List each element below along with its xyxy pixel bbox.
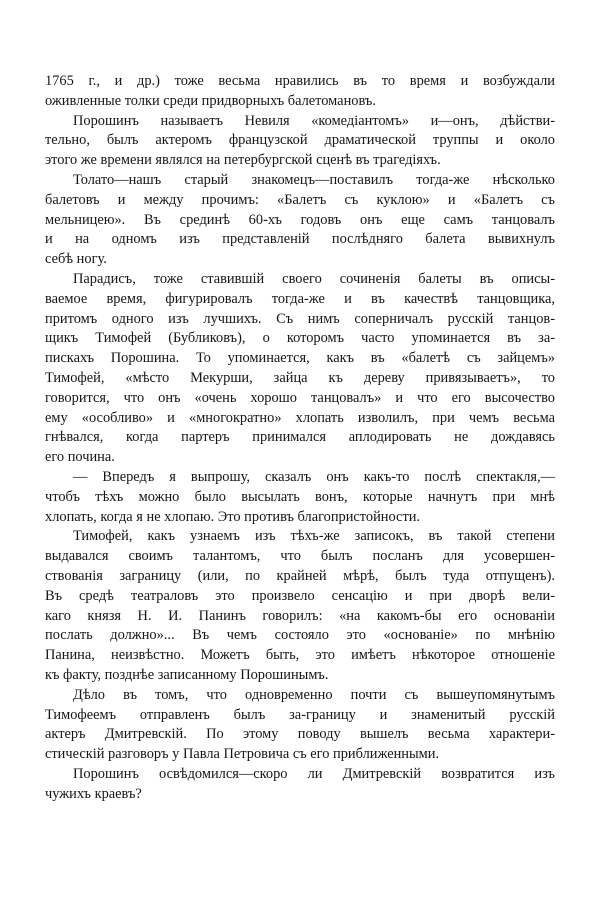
text-line: Дѣло въ томъ, что одновременно почти съ вышеупомянутымъ — [73, 686, 555, 703]
text-line: балетовъ и между прочимъ: «Балетъ съ куклою» и «Балетъ съ — [45, 191, 555, 208]
text-line: Парадисъ, тоже ставившій своего сочиненія балеты въ описы- — [73, 270, 555, 287]
text-line: Толато—нашъ старый знакомецъ—поставилъ тогда-же нѣсколько — [73, 171, 555, 188]
text-line: его почина. — [45, 449, 115, 466]
text-line: хлопать, когда я не хлопаю. Это противъ благопристойности. — [45, 508, 421, 525]
paragraph-6 — [45, 527, 555, 685]
text-line: этого же времени являлся на петербургской сценѣ въ трагедіяхъ. — [45, 152, 441, 169]
text-line: говорится, что онъ «очень хорошо танцовалъ» и что его высочество — [45, 389, 555, 406]
text-line: — Впередъ я выпрошу, сказалъ онъ какъ-то послѣ спектакля,— — [73, 468, 555, 485]
text-line: чужихъ краевъ? — [45, 785, 142, 802]
text-line: оживленные толки среди придворныхъ балетомановъ. — [45, 92, 376, 109]
text-line: Тимофей, «мѣсто Мекурши, зайца къ дереву привязываетъ», то — [45, 369, 555, 386]
paragraph-8 — [45, 765, 555, 805]
text-line: Порошинъ называетъ Невиля «комедіантомъ» и—онъ, дѣйстви- — [73, 112, 555, 129]
text-line: пискахъ Порошина. То упоминается, какъ въ «балетѣ съ зайцемъ» — [45, 350, 555, 367]
text-line: себѣ ногу. — [45, 251, 107, 268]
text-line: тельно, былъ актеромъ французской драматической труппы и около — [45, 132, 555, 149]
text-line: щикъ Тимофей (Бубликовъ), о которомъ часто упоминается въ за- — [45, 330, 555, 347]
paragraph-4 — [45, 270, 555, 468]
paragraph-3 — [45, 171, 555, 270]
text-line: выдавался своимъ талантомъ, что былъ посланъ для усовершен- — [45, 548, 555, 565]
text-line: ваемое время, фигурировалъ тогда-же и въ качествѣ танцовщика, — [45, 290, 555, 307]
text-line: ему «особливо» и «многократно» хлопать изволилъ, при чемъ весьма — [45, 409, 555, 426]
text-line: Тимофей, какъ узнаемъ изъ тѣхъ-же записокъ, въ такой степени — [73, 528, 555, 545]
text-line: притомъ одного изъ лучшихъ. Съ нимъ соперничалъ русскій танцов- — [45, 310, 555, 327]
text-line: каго князя Н. И. Панинъ говорилъ: «на какомъ-бы его основаніи — [45, 607, 555, 624]
page-body — [45, 72, 555, 804]
text-line: ствованія заграницу (или, по крайней мѣрѣ, былъ туда отпущенъ). — [45, 567, 555, 584]
text-line: и на одномъ изъ представленій послѣдняго балета вывихнулъ — [45, 231, 555, 248]
paragraph-1 — [45, 72, 555, 112]
text-line: чтобъ тѣхъ можно было высылать вонъ, которые начнутъ при мнѣ — [45, 488, 555, 505]
text-line: Тимофеемъ отправленъ былъ за-границу и знаменитый русскій — [45, 706, 555, 723]
text-line: мельницею». Въ срединѣ 60-хъ годовъ онъ еще самъ танцовалъ — [45, 211, 555, 228]
text-line: актеръ Дмитревскій. По этому поводу вышелъ весьма характери- — [45, 726, 555, 743]
text-line: послать должно»... Въ чемъ состояло это «основаніе» по мнѣнію — [45, 627, 555, 644]
text-line: Панина, неизвѣстно. Можетъ быть, это имѣетъ нѣкоторое отношеніе — [45, 647, 555, 664]
text-line: стическій разговоръ у Павла Петровича съ его приближенными. — [45, 746, 440, 763]
text-line: Въ средѣ театраловъ это произвело сенсацію и при дворѣ вели- — [45, 587, 555, 604]
text-line: 1765 г., и др.) тоже весьма нравились въ то время и возбуждали — [45, 73, 555, 89]
paragraph-7 — [45, 686, 555, 765]
text-line: Порошинъ освѣдомился—скоро ли Дмитревскій возвратится изъ — [73, 765, 555, 782]
text-line: гнѣвался, когда партеръ принимался аплодировать не дождавясь — [45, 429, 555, 446]
paragraph-2 — [45, 112, 555, 171]
paragraph-5 — [45, 468, 555, 527]
text-line: къ факту, позднѣе записанному Порошинымъ. — [45, 666, 329, 683]
